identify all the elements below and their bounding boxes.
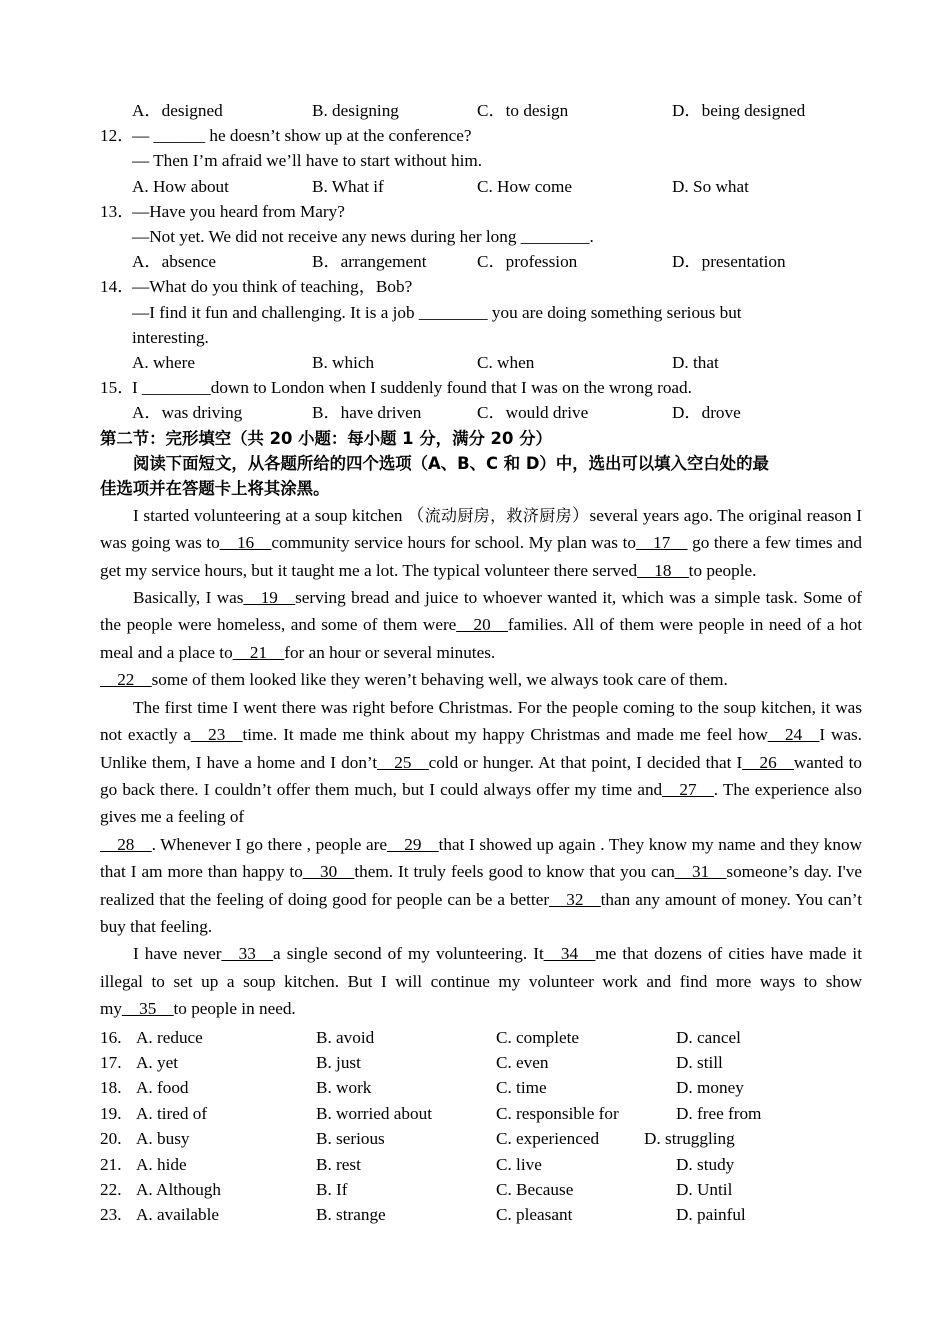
option-a[interactable]: A. available (136, 1205, 220, 1225)
blank-17[interactable]: __17__ (635, 533, 688, 553)
option-d[interactable]: D. struggling (644, 1129, 735, 1149)
question-text: —Have you heard from Mary? (132, 201, 345, 221)
blank-19[interactable]: __19__ (243, 588, 296, 608)
document-body (100, 98, 862, 1228)
cloze-option-row (100, 1126, 862, 1151)
options-row (100, 249, 862, 274)
cloze-option-row (100, 1075, 862, 1100)
option-d[interactable]: D．drove (672, 403, 741, 423)
option-b[interactable]: B. just (316, 1052, 361, 1072)
option-d[interactable]: D. painful (676, 1205, 746, 1225)
question-13 (100, 199, 862, 275)
option-b[interactable]: B. serious (316, 1129, 385, 1149)
blank-22[interactable]: __22__ (100, 670, 152, 690)
cloze-option-row (100, 1152, 862, 1177)
option-a[interactable]: A. busy (136, 1129, 190, 1149)
option-c[interactable]: C．profession (477, 252, 578, 272)
option-a[interactable]: A. yet (136, 1052, 179, 1072)
cloze-item-number: 17. (100, 1052, 122, 1072)
option-c[interactable]: C. complete (496, 1027, 580, 1047)
passage-gloss-chinese: 流动厨房，救济厨房 (424, 505, 572, 525)
option-a[interactable]: A. hide (136, 1154, 187, 1174)
blank-30[interactable]: __30__ (302, 862, 355, 882)
option-d[interactable]: D. Until (676, 1180, 733, 1200)
cloze-option-row (100, 1101, 862, 1126)
blank-24[interactable]: __24__ (767, 725, 820, 745)
option-b[interactable]: B．arrangement (312, 252, 427, 272)
option-b[interactable]: B. If (316, 1180, 348, 1200)
question-14 (100, 274, 862, 375)
cloze-item-number: 23. (100, 1205, 122, 1225)
passage-text: than any amount of money. You can’t buy that feeling. (100, 889, 862, 936)
option-d[interactable]: D. So what (672, 176, 749, 196)
question-15 (100, 375, 862, 425)
option-a[interactable]: A. tired of (136, 1103, 208, 1123)
question-11-options-continued (100, 98, 862, 123)
option-d[interactable]: D. free from (676, 1103, 762, 1123)
option-a[interactable]: A. food (136, 1078, 189, 1098)
passage-text: . Whenever I go there , people are (151, 834, 388, 854)
option-a[interactable]: A. reduce (136, 1027, 203, 1047)
option-d[interactable]: D．being designed (672, 101, 806, 120)
option-a[interactable]: A. where (132, 353, 195, 373)
options-row (100, 98, 862, 123)
passage-paragraph-2 (100, 584, 862, 666)
cloze-item-number: 22. (100, 1180, 122, 1200)
option-c[interactable]: C．would drive (477, 403, 589, 423)
option-b[interactable]: B. avoid (316, 1027, 375, 1047)
blank-23[interactable]: __23__ (190, 725, 243, 745)
option-d[interactable]: D．presentation (672, 252, 786, 272)
blank-32[interactable]: __32__ (549, 889, 601, 909)
passage-text: I have never (133, 944, 222, 964)
blank-16[interactable]: __16__ (219, 533, 272, 553)
section-instruction (100, 451, 862, 502)
option-a[interactable]: A. How about (132, 176, 229, 196)
cloze-options-list (100, 1025, 862, 1228)
option-c[interactable]: C. pleasant (496, 1205, 573, 1225)
section-instruction-line2: 佳选项并在答题卡上将其涂黑。 (100, 479, 330, 499)
passage-paragraph-5 (100, 831, 862, 941)
question-number: 14． (100, 277, 135, 297)
option-c[interactable]: C. experienced (496, 1129, 600, 1149)
option-c[interactable]: C．to design (477, 101, 569, 120)
option-c[interactable]: C. How come (477, 176, 572, 196)
passage-text: I was. Unlike them, I have a home and I don’t (100, 725, 862, 772)
blank-18[interactable]: __18__ (637, 560, 689, 580)
passage-text: someone’s day. I've realized that the feeling of doing good for people can be a better (100, 862, 862, 909)
passage-text: for an hour or several minutes. (284, 642, 496, 662)
passage-paragraph-1 (100, 502, 862, 584)
option-b[interactable]: B．have driven (312, 403, 422, 423)
passage-text: cold or hunger. At that point, I decided that I (428, 752, 743, 772)
option-d[interactable]: D. money (676, 1078, 744, 1098)
passage-text: Basically, I was (133, 588, 244, 608)
passage-text: to people. (688, 560, 757, 580)
question-stem-line (100, 199, 862, 224)
option-a[interactable]: A．was driving (132, 403, 243, 423)
passage-paragraph-6 (100, 940, 862, 1022)
option-c[interactable]: C. live (496, 1154, 542, 1174)
passage-text: families. All of them were people in need of a hot meal and a place to (100, 615, 862, 662)
option-a[interactable]: A. Although (136, 1180, 221, 1200)
passage-text: ）several years ago. The original reason I was going was to (100, 505, 862, 553)
cloze-passage (100, 502, 862, 1023)
option-a[interactable]: A．absence (132, 252, 216, 272)
passage-text: me that dozens of cities have made it illegal to set up a soup kitchen. But I will continue my volunteer work and find more ways to show my (100, 944, 862, 1019)
options-row (100, 400, 862, 425)
option-a[interactable]: A．designed (132, 101, 223, 120)
option-c[interactable]: C. even (496, 1052, 549, 1072)
passage-text: serving bread and juice to whoever wanted it, which was a simple task. Some of the people were homeless, and some of them were (100, 588, 863, 635)
cloze-item-number: 16. (100, 1027, 122, 1047)
option-b[interactable]: B. strange (316, 1205, 386, 1225)
blank-20[interactable]: __20__ (456, 615, 508, 635)
option-d[interactable]: D. study (676, 1154, 735, 1174)
question-number: 12． (100, 126, 135, 146)
passage-text: to people in need. (173, 999, 296, 1019)
option-d[interactable]: D. still (676, 1052, 723, 1072)
blank-21[interactable]: __21__ (232, 642, 285, 662)
option-b[interactable]: B. designing (312, 101, 399, 120)
blank-27[interactable]: __27__ (662, 779, 714, 799)
passage-paragraph-3 (100, 666, 862, 693)
passage-text: that I showed up again . They know my name and they know that I am more than happy to (100, 834, 863, 882)
question-stem-line (100, 123, 862, 148)
passage-text: . The experience also gives me a feeling of (100, 779, 862, 827)
passage-text: The first time I went there was right before Christmas. For the people coming to the soup kitchen, it was not exactly a (100, 697, 862, 745)
blank-34[interactable]: __34__ (543, 944, 596, 964)
passage-text: community service hours for school. My plan was to (271, 533, 636, 553)
blank-33[interactable]: __33__ (221, 944, 274, 964)
question-12 (100, 123, 862, 199)
question-text-line3: interesting. (132, 327, 209, 347)
option-b[interactable]: B. worried about (316, 1103, 432, 1123)
option-c[interactable]: C. time (496, 1078, 547, 1098)
section-instruction-line1: 阅读下面短文，从各题所给的四个选项（A、B、C 和 D）中，选出可以填入空白处的最 (133, 454, 769, 474)
option-b[interactable]: B. What if (312, 176, 384, 196)
question-number: 15． (100, 378, 135, 398)
blank-28[interactable]: __28__ (100, 834, 152, 854)
option-b[interactable]: B. rest (316, 1154, 361, 1174)
blank-35[interactable]: __35__ (121, 999, 174, 1019)
passage-text: go there a few times and get my service hours, but it taught me a lot. The typical volunteer there served (100, 533, 863, 580)
passage-paragraph-4 (100, 694, 862, 831)
question-stem-line (100, 375, 862, 400)
blank-29[interactable]: __29__ (387, 834, 439, 854)
passage-text: some of them looked like they weren’t behaving well, we always took care of them. (151, 670, 728, 690)
cloze-option-row (100, 1050, 862, 1075)
question-text-line2: —Not yet. We did not receive any news during her long ________. (132, 227, 594, 247)
option-c[interactable]: C. when (477, 353, 535, 373)
cloze-option-row (100, 1177, 862, 1202)
cloze-item-number: 21. (100, 1154, 122, 1174)
question-number: 13． (100, 201, 135, 221)
option-b[interactable]: B. work (316, 1078, 372, 1098)
passage-text: wanted to go back there. I couldn’t offer them much, but I could always offer my time and (100, 752, 862, 799)
options-row (100, 174, 862, 199)
cloze-item-number: 19. (100, 1103, 122, 1123)
option-d[interactable]: D. that (672, 353, 719, 373)
question-text: —What do you think of teaching，Bob? (132, 277, 413, 297)
options-row (100, 350, 862, 375)
question-text-line2: — Then I’m afraid we’ll have to start without him. (132, 151, 483, 171)
cloze-option-row (100, 1202, 862, 1227)
question-stem-line (100, 274, 862, 299)
blank-26[interactable]: __26__ (742, 752, 794, 772)
cloze-option-row (100, 1025, 862, 1050)
blank-25[interactable]: __25__ (377, 752, 429, 772)
section-heading: 第二节：完形填空（共 20 小题：每小题 1 分，满分 20 分） (100, 428, 552, 448)
passage-text: them. It truly feels good to know that you can (354, 862, 675, 882)
option-d[interactable]: D. cancel (676, 1027, 741, 1047)
question-text: — ______ he doesn’t show up at the conference? (132, 126, 472, 146)
blank-31[interactable]: __31__ (674, 862, 727, 882)
passage-text: time. It made me think about my happy Christmas and made me feel how (242, 725, 768, 745)
question-text: I ________down to London when I suddenly found that I was on the wrong road. (132, 378, 692, 398)
option-c[interactable]: C. responsible for (496, 1103, 619, 1123)
passage-text: a single second of my volunteering. It (273, 944, 544, 964)
question-text-line2: —I find it fun and challenging. It is a job ________ you are doing something serious but (132, 302, 742, 322)
cloze-item-number: 18. (100, 1078, 122, 1098)
passage-text: I started volunteering at a soup kitchen （ (133, 505, 425, 525)
option-b[interactable]: B. which (312, 353, 375, 373)
option-c[interactable]: C. Because (496, 1180, 574, 1200)
cloze-item-number: 20. (100, 1129, 122, 1149)
